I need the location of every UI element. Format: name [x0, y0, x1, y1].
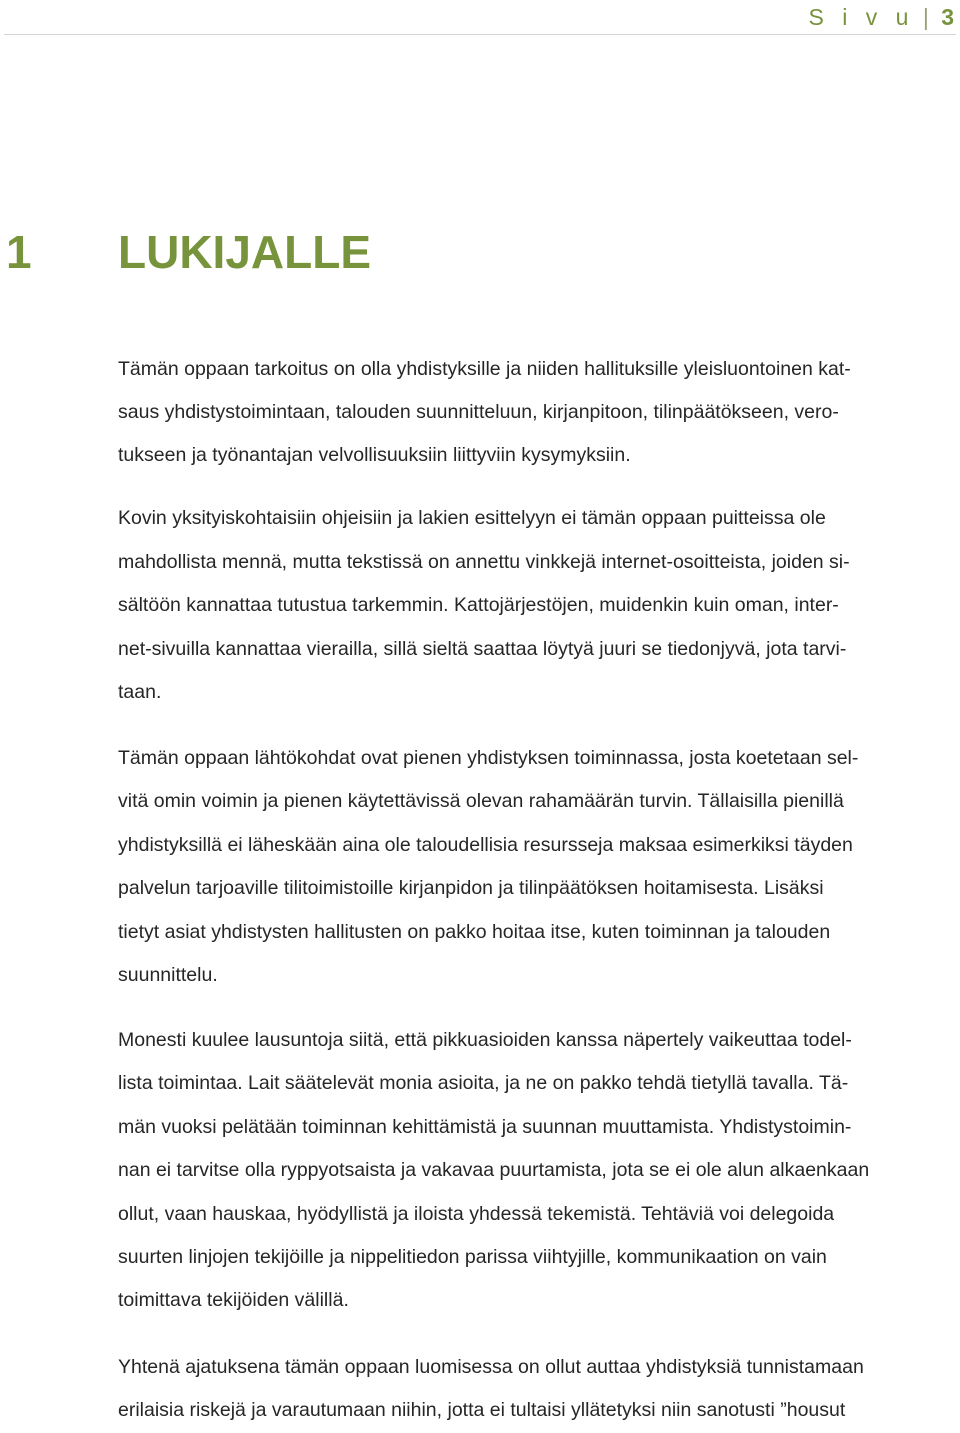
text-line: erilaisia riskejä ja varautumaan niihin, jotta ei tultaisi yllätetyksi niin sanotusti ”housut: [118, 1399, 846, 1422]
chapter-title: LUKIJALLE: [118, 226, 371, 278]
paragraph-3: [118, 737, 956, 997]
page-number: 3: [941, 4, 954, 30]
page-label: S i v u: [808, 4, 915, 30]
text-line: ollut, vaan hauskaa, hyödyllistä ja iloista yhdessä tekemistä. Tehtäviä voi delegoida: [118, 1202, 835, 1225]
text-line: Monesti kuulee lausuntoja siitä, että pikkuasioiden kanssa näpertely vaikeuttaa todel-: [118, 1029, 852, 1051]
text-line: vitä omin voimin ja pienen käytettävissä olevan rahamäärän turvin. Tällaisilla pienillä: [118, 790, 844, 813]
text-line: palvelun tarjoaville tilitoimistoille kirjanpidon ja tilinpäätöksen hoitamisesta. Lisäksi: [118, 877, 824, 900]
header-separator: |: [922, 4, 929, 30]
paragraph-1: [118, 348, 956, 477]
text-line: Kovin yksityiskohtaisiin ohjeisiin ja lakien esittelyyn ei tämän oppaan puitteissa ole: [118, 507, 826, 529]
text-line: yhdistyksillä ei läheskään aina ole taloudellisia resursseja maksaa esimerkiksi täyden: [118, 833, 853, 856]
text-line: suunnittelu.: [118, 964, 218, 987]
paragraph-2: [118, 497, 956, 715]
text-line: sältöön kannattaa tutustua tarkemmin. Kattojärjestöjen, muidenkin kuin oman, inter-: [118, 594, 839, 617]
text-line: Tämän oppaan tarkoitus on olla yhdistyksille ja niiden hallituksille yleisluontoinen kat-: [118, 358, 851, 380]
text-line: tietyt asiat yhdistysten hallitusten on pakko hoitaa itse, kuten toiminnan ja talouden: [118, 920, 831, 943]
page-header: [809, 2, 954, 32]
header-divider: [4, 34, 956, 35]
text-line: net-sivuilla kannattaa vierailla, sillä sieltä saattaa löytyä juuri se tiedonjyvä, jota tarvi-: [118, 637, 847, 660]
text-line: lista toimintaa. Lait säätelevät monia asioita, ja ne on pakko tehdä tietyllä tavalla. Tä-: [118, 1072, 849, 1095]
text-line: Tämän oppaan lähtökohdat ovat pienen yhdistyksen toiminnassa, josta koetetaan sel-: [118, 747, 859, 769]
paragraph-4: [118, 1019, 956, 1323]
text-line: Yhtenä ajatuksena tämän oppaan luomisessa on ollut auttaa yhdistyksiä tunnistamaan: [118, 1356, 864, 1378]
chapter-number: 1: [6, 226, 32, 278]
text-line: mahdollista mennä, mutta tekstissä on annettu vinkkejä internet-osoitteista, joiden si-: [118, 550, 850, 573]
text-line: toimittava tekijöiden välillä.: [118, 1289, 349, 1312]
text-line: taan.: [118, 681, 162, 704]
text-line: tukseen ja työnantajan velvollisuuksiin liittyviin kysymyksiin.: [118, 444, 631, 466]
paragraph-5: [118, 1346, 956, 1433]
text-line: saus yhdistystoimintaan, talouden suunnitteluun, kirjanpitoon, tilinpäätökseen, vero-: [118, 401, 839, 423]
chapter-heading: [6, 224, 371, 280]
text-line: män vuoksi pelätään toiminnan kehittämistä ja suunnan muuttamista. Yhdistystoimin-: [118, 1115, 852, 1138]
text-line: nan ei tarvitse olla ryppyotsaista ja vakavaa puurtamista, jota se ei ole alun alkaenkaan: [118, 1159, 870, 1182]
text-line: suurten linjojen tekijöille ja nippelitiedon parissa viihtyjille, kommunikaation on vain: [118, 1246, 827, 1269]
